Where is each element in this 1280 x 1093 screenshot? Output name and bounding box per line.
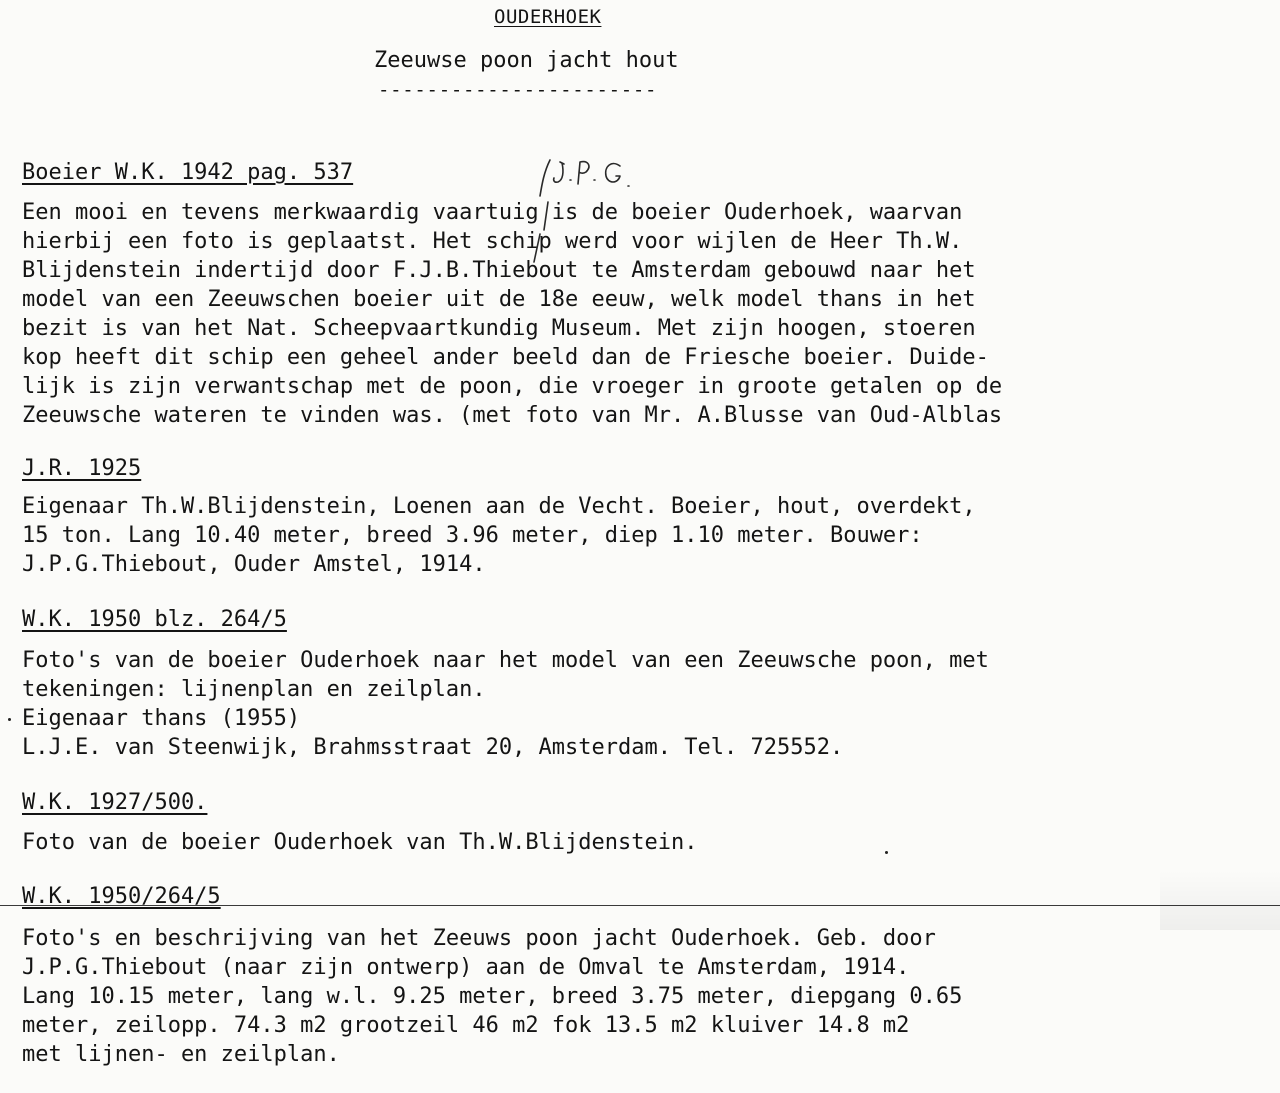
section-heading: W.K. 1927/500. <box>22 790 208 815</box>
ink-speck <box>8 718 11 721</box>
section-text: Eigenaar Th.W.Blijdenstein, Loenen aan de Vecht. Boeier, hout, overdekt, 15 ton. Lang 10.40 meter, breed 3.96 meter, diep 1.10 meter. Bouwer: J.P.G.Thiebout, Ouder Amstel, 1914. <box>22 494 976 577</box>
section-heading: W.K. 1950 blz. 264/5 <box>22 607 287 632</box>
document-title: OUDERHOEK <box>494 6 602 28</box>
section-text: Een mooi en tevens merkwaardig vaartuig is de boeier Ouderhoek, waarvan hierbij een foto is geplaatst. Het schip werd voor wijlen de Heer Th.W. Blijdenstein indertijd door F.J.B.Thiebout te Amsterdam gebouwd naar het model van een Zeeuwschen boeier uit de 18e eeuw, welk model thans in het bezit is van het Nat. Scheepvaartkundig Museum. Met zijn hoogen, stoeren kop heeft dit schip een geheel ander beeld dan de Friesche boeier. Duide- lijk is zijn verwantschap met de poon, die vroeger in groote getalen op de Zeeuwsche wateren te vinden was. (met foto van Mr. A.Blusse van Oud-Alblas <box>22 200 1003 428</box>
section-heading: Boeier W.K. 1942 pag. 537 <box>22 160 354 185</box>
section-heading: J.R. 1925 <box>22 456 142 481</box>
section-text: Foto's van de boeier Ouderhoek naar het model van een Zeeuwsche poon, met tekeningen: lijnenplan en zeilplan. Eigenaar thans (1955) L.J.E. van Steenwijk, Brahmsstraat 20, Amsterdam. Tel. 725552. <box>22 648 989 760</box>
handwritten-annotation <box>520 150 660 450</box>
section-text: Foto's en beschrijving van het Zeeuws poon jacht Ouderhoek. Geb. door J.P.G.Thiebout (naar zijn ontwerp) aan de Omval te Amsterdam, 1914. Lang 10.15 meter, lang w.l. 9.25 meter, breed 3.75 meter, diepgang 0.65 meter, zeilopp. 74.3 m2 grootzeil 46 m2 fok 13.5 m2 kluiver 14.8 m2 met lijnen- en zeilplan. <box>22 926 963 1067</box>
ink-speck <box>885 851 888 854</box>
section-text: Foto van de boeier Ouderhoek van Th.W.Blijdenstein. <box>22 830 698 855</box>
page-fold-shadow <box>1160 870 1280 930</box>
title-separator: ----------------------- <box>378 79 658 101</box>
page-fold-line <box>0 905 1280 906</box>
document-subtitle: Zeeuwse poon jacht hout <box>374 48 679 73</box>
section-heading: W.K. 1950/264/5 <box>22 884 221 909</box>
